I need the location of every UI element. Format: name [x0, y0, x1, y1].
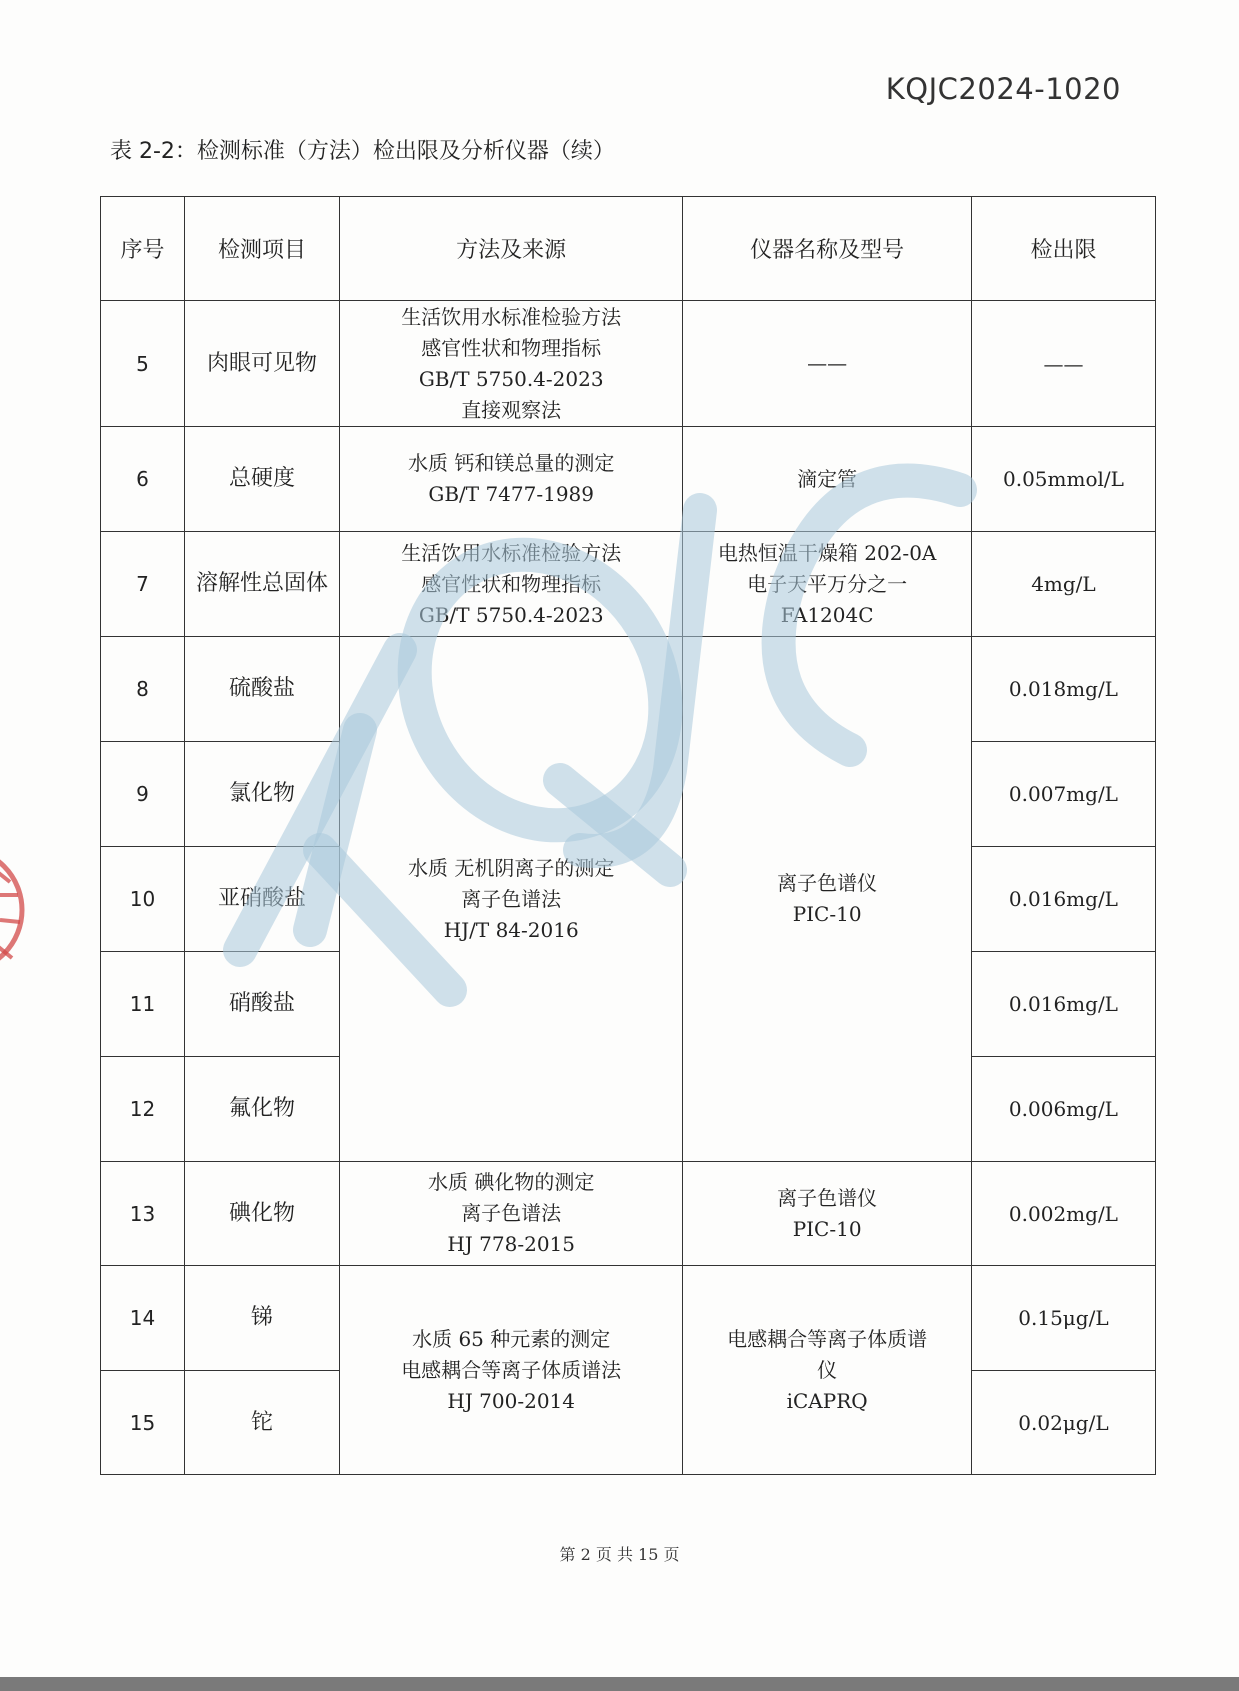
row-method	[339, 427, 682, 532]
row-item: 氯化物	[184, 742, 339, 847]
header-limit: 检出限	[971, 197, 1155, 301]
row-limit: 0.016mg/L	[971, 952, 1155, 1057]
merged-anions-instrument	[683, 637, 972, 1162]
instrument-line: 滴定管	[797, 466, 858, 491]
header-item: 检测项目	[184, 197, 339, 301]
method-line: 直接观察法	[461, 397, 562, 422]
method-line: 电感耦合等离子体质谱法	[401, 1357, 622, 1382]
method-line: HJ/T 84-2016	[443, 917, 579, 942]
row-limit: 0.02μg/L	[971, 1371, 1155, 1475]
instrument-line: PIC-10	[792, 902, 862, 926]
instrument-line: 离子色谱仪	[777, 1185, 878, 1210]
row-item: 亚硝酸盐	[184, 847, 339, 952]
table-row	[101, 427, 1156, 532]
instrument-line: iCAPRQ	[786, 1388, 868, 1413]
row-limit: 0.018mg/L	[971, 637, 1155, 742]
row-no: 8	[101, 637, 185, 742]
row-no: 11	[101, 952, 185, 1057]
merged-metals-method	[339, 1266, 682, 1475]
header-method: 方法及来源	[339, 197, 682, 301]
method-line: HJ 700-2014	[447, 1388, 576, 1413]
row-item: 氟化物	[184, 1057, 339, 1162]
table-row	[101, 532, 1156, 637]
row-item: 硝酸盐	[184, 952, 339, 1057]
method-line: 生活饮用水标准检验方法	[401, 540, 622, 565]
method-line: 离子色谱法	[461, 886, 562, 911]
row-item: 碘化物	[184, 1162, 339, 1266]
row-no: 7	[101, 532, 185, 637]
instrument-line: ——	[807, 351, 848, 375]
method-line: 水质 无机阴离子的测定	[408, 855, 615, 880]
row-item: 肉眼可见物	[184, 301, 339, 427]
red-seal-stamp	[0, 810, 30, 1010]
table-header-row	[101, 197, 1156, 301]
method-line: GB/T 7477-1989	[428, 482, 595, 506]
table-row	[101, 637, 1156, 742]
row-item: 溶解性总固体	[184, 532, 339, 637]
instrument-line: PIC-10	[792, 1216, 862, 1241]
row-no: 13	[101, 1162, 185, 1266]
scan-edge	[0, 1677, 1239, 1691]
instrument-line: FA1204C	[780, 602, 874, 627]
document-id: KQJC2024-1020	[885, 72, 1121, 106]
row-limit: 0.016mg/L	[971, 847, 1155, 952]
instrument-line: 电子天平万分之一	[747, 571, 908, 596]
method-line: 生活饮用水标准检验方法	[401, 304, 622, 329]
row-no: 12	[101, 1057, 185, 1162]
row-method	[339, 532, 682, 637]
table-row	[101, 1266, 1156, 1371]
row-no: 9	[101, 742, 185, 847]
row-limit: 0.15μg/L	[971, 1266, 1155, 1371]
row-no: 14	[101, 1266, 185, 1371]
row-limit: 0.007mg/L	[971, 742, 1155, 847]
header-no: 序号	[101, 197, 185, 301]
row-no: 5	[101, 301, 185, 427]
method-line: 感官性状和物理指标	[421, 335, 602, 360]
row-instrument	[683, 301, 972, 427]
page-number: 第 2 页 共 15 页	[559, 1545, 680, 1564]
merged-metals-instrument	[683, 1266, 972, 1475]
instrument-line: 电感耦合等离子体质谱	[727, 1326, 928, 1351]
table-row	[101, 1162, 1156, 1266]
method-line: 水质 碘化物的测定	[428, 1170, 595, 1194]
method-line: GB/T 5750.4-2023	[418, 366, 604, 391]
table-row	[101, 301, 1156, 427]
merged-anions-method	[339, 637, 682, 1162]
row-method	[339, 301, 682, 427]
row-item: 总硬度	[184, 427, 339, 532]
detection-standards-table	[100, 196, 1156, 1475]
row-instrument	[683, 1162, 972, 1266]
instrument-line: 仪	[817, 1357, 838, 1382]
method-line: GB/T 5750.4-2023	[418, 602, 604, 627]
method-line: 离子色谱法	[461, 1201, 562, 1225]
row-method	[339, 1162, 682, 1266]
header-instrument: 仪器名称及型号	[683, 197, 972, 301]
row-instrument	[683, 532, 972, 637]
method-line: HJ 778-2015	[447, 1232, 576, 1256]
instrument-line: 离子色谱仪	[777, 871, 878, 895]
instrument-line: 电热恒温干燥箱 202-0A	[717, 540, 937, 565]
row-item: 锑	[184, 1266, 339, 1371]
row-no: 6	[101, 427, 185, 532]
row-instrument	[683, 427, 972, 532]
row-no: 15	[101, 1371, 185, 1475]
row-limit: 0.006mg/L	[971, 1057, 1155, 1162]
row-no: 10	[101, 847, 185, 952]
method-line: 水质 65 种元素的测定	[412, 1326, 611, 1351]
row-limit: 0.05mmol/L	[971, 427, 1155, 532]
row-limit: 4mg/L	[971, 532, 1155, 637]
row-limit: ——	[971, 301, 1155, 427]
row-item: 硫酸盐	[184, 637, 339, 742]
method-line: 感官性状和物理指标	[421, 571, 602, 596]
table-title: 表 2-2：检测标准（方法）检出限及分析仪器（续）	[110, 139, 615, 164]
row-item: 铊	[184, 1371, 339, 1475]
method-line: 水质 钙和镁总量的测定	[408, 451, 615, 475]
row-limit: 0.002mg/L	[971, 1162, 1155, 1266]
